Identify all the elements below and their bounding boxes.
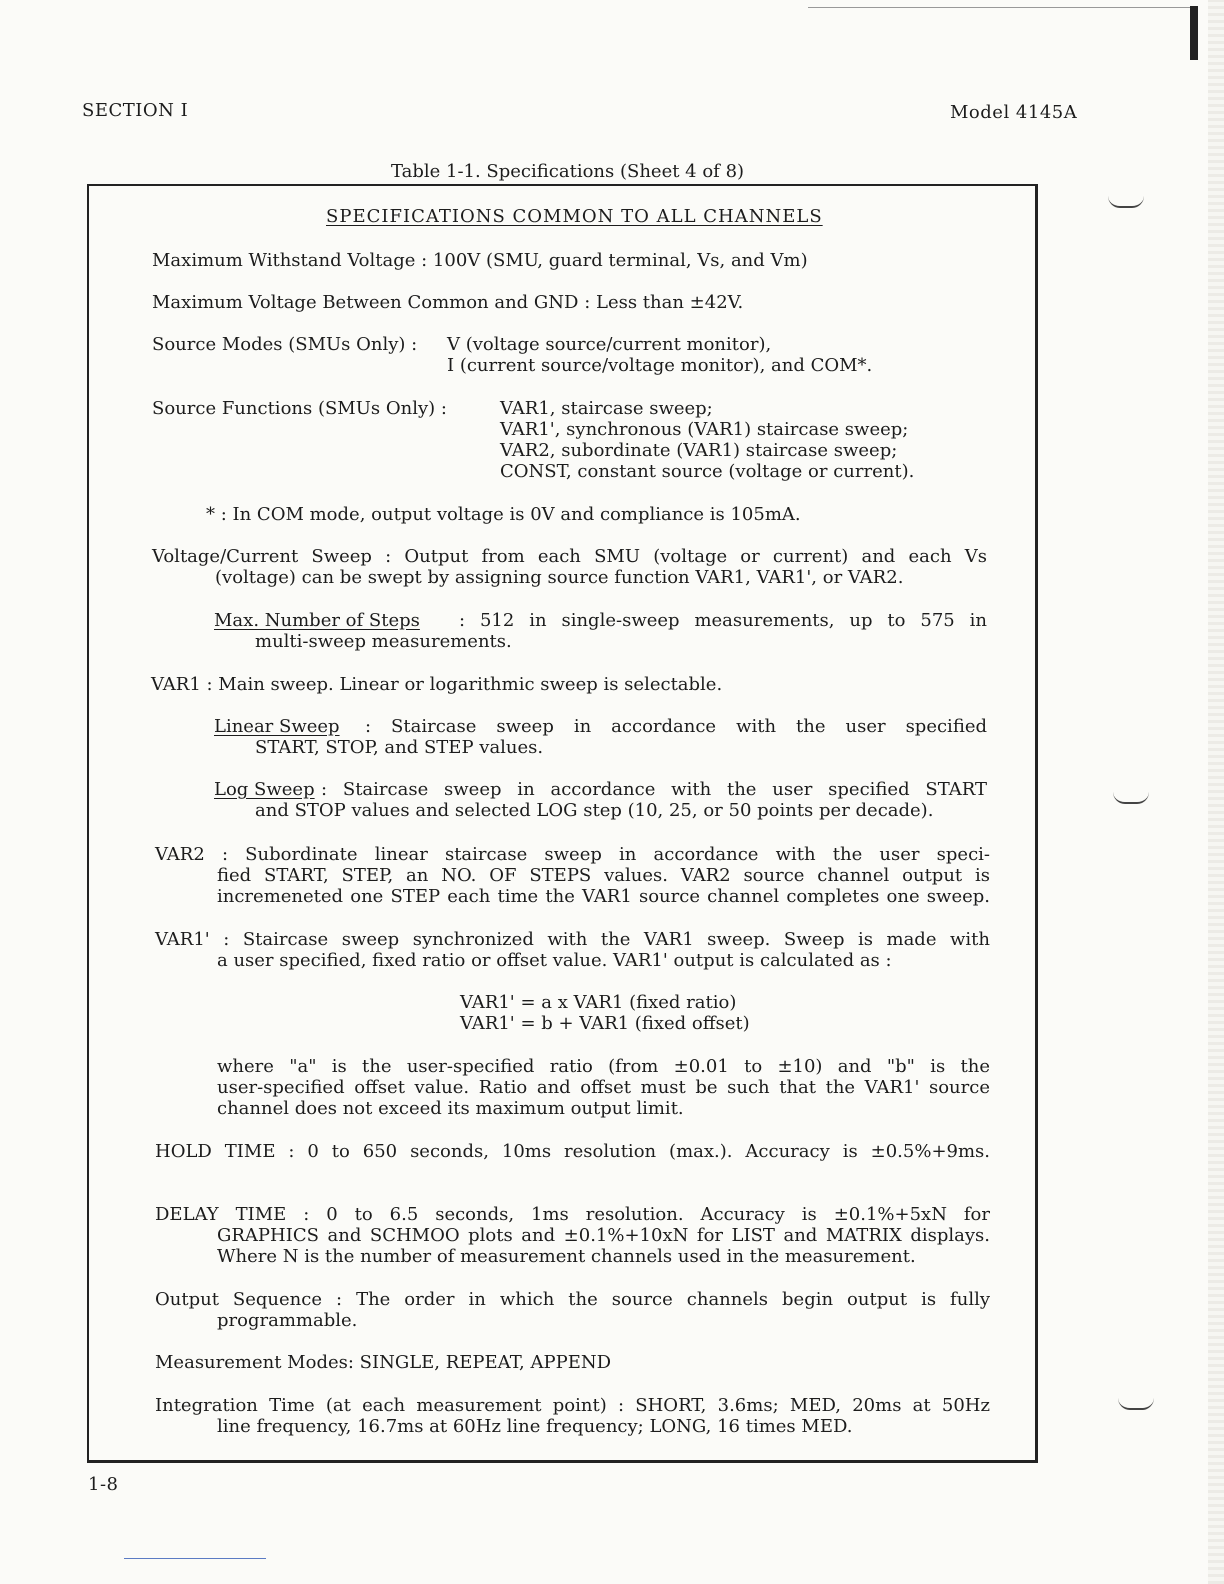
spec-linear-label: Linear Sweep (214, 716, 340, 737)
box-title: SPECIFICATIONS COMMON TO ALL CHANNELS (326, 206, 823, 227)
spec-source-functions-line: VAR1, staircase sweep; (500, 398, 713, 419)
spec-linear-line: START, STOP, and STEP values. (255, 737, 544, 758)
spec-output-seq-line: Output Sequence : The order in which the source channels begin output is fully (155, 1289, 990, 1310)
spec-source-modes-line: I (current source/voltage monitor), and COM*. (447, 355, 873, 376)
spec-delay-line: Where N is the number of measurement channels used in the measurement. (217, 1246, 916, 1267)
spec-delay-line: GRAPHICS and SCHMOO plots and ±0.1%+10xN for LIST and MATRIX displays. (217, 1225, 990, 1246)
spec-max-steps-line: : 512 in single-sweep measurements, up to 575 in (459, 610, 987, 631)
bottom-rule (124, 1558, 266, 1559)
spec-max-withstand: Maximum Withstand Voltage : 100V (SMU, guard terminal, Vs, and Vm) (152, 250, 808, 271)
spec-source-functions-label: Source Functions (SMUs Only) : (152, 398, 447, 419)
spec-where-line: where "a" is the user-specified ratio (from ±0.01 to ±10) and "b" is the (217, 1056, 990, 1077)
spec-max-voltage-common: Maximum Voltage Between Common and GND : Less than ±42V. (152, 292, 744, 313)
binding-mark (1190, 6, 1198, 60)
spec-where-line: user-specified offset value. Ratio and offset must be such that the VAR1' source (217, 1077, 990, 1098)
spec-var2-line: VAR2 : Subordinate linear staircase sweep in accordance with the user speci- (155, 844, 990, 865)
spec-com-note: * : In COM mode, output voltage is 0V and compliance is 105mA. (206, 504, 801, 525)
spec-linear-line: : Staircase sweep in accordance with the user specified (365, 716, 987, 737)
spec-log-line: and STOP values and selected LOG step (10, 25, or 50 points per decade). (255, 800, 934, 821)
spec-log-line: : Staircase sweep in accordance with the user specified START (321, 779, 987, 800)
edge-curve-mark (1113, 792, 1149, 804)
spec-source-modes-line: V (voltage source/current monitor), (447, 334, 772, 355)
spec-var1p-line: VAR1' : Staircase sweep synchronized with the VAR1 sweep. Sweep is made with (155, 929, 990, 950)
spec-source-modes-label: Source Modes (SMUs Only) : (152, 334, 418, 355)
spec-vc-sweep-line: Voltage/Current Sweep : Output from each SMU (voltage or current) and each Vs (152, 546, 987, 567)
spec-integ-line: line frequency, 16.7ms at 60Hz line frequency; LONG, 16 times MED. (217, 1416, 853, 1437)
edge-curve-mark (1118, 1398, 1154, 1410)
section-label: SECTION I (82, 100, 189, 121)
page-spine-texture (1208, 0, 1224, 1584)
spec-var1: VAR1 : Main sweep. Linear or logarithmic sweep is selectable. (151, 674, 723, 695)
spec-output-seq-line: programmable. (217, 1310, 358, 1331)
edge-curve-mark (1108, 196, 1144, 208)
model-label: Model 4145A (950, 102, 1078, 123)
spec-source-functions-line: VAR2, subordinate (VAR1) staircase sweep; (500, 440, 898, 461)
specifications-table (87, 184, 1038, 1463)
page-number: 1-8 (88, 1474, 119, 1495)
spec-source-functions-line: CONST, constant source (voltage or current). (500, 461, 915, 482)
table-caption: Table 1-1. Specifications (Sheet 4 of 8) (391, 161, 745, 182)
spec-var2-line: incremeneted one STEP each time the VAR1 source channel completes one sweep. (217, 886, 990, 907)
spec-integ-line: Integration Time (at each measurement point) : SHORT, 3.6ms; MED, 20ms at 50Hz (155, 1395, 990, 1416)
spec-formula: VAR1' = b + VAR1 (fixed offset) (460, 1013, 750, 1034)
spec-formula: VAR1' = a x VAR1 (fixed ratio) (460, 992, 737, 1013)
spec-max-steps-line: multi-sweep measurements. (255, 631, 512, 652)
spec-source-functions-line: VAR1', synchronous (VAR1) staircase sweep; (500, 419, 909, 440)
spec-max-steps-label: Max. Number of Steps (214, 610, 420, 631)
spec-var1p-line: a user specified, fixed ratio or offset value. VAR1' output is calculated as : (217, 950, 892, 971)
spec-vc-sweep-line: (voltage) can be swept by assigning source function VAR1, VAR1', or VAR2. (215, 567, 904, 588)
spec-log-label: Log Sweep (214, 779, 315, 800)
spec-hold-time: HOLD TIME : 0 to 650 seconds, 10ms resolution (max.). Accuracy is ±0.5%+9ms. (155, 1141, 990, 1162)
spec-delay-line: DELAY TIME : 0 to 6.5 seconds, 1ms resolution. Accuracy is ±0.1%+5xN for (155, 1204, 990, 1225)
spec-meas-modes: Measurement Modes: SINGLE, REPEAT, APPEND (155, 1352, 612, 1373)
top-rule (808, 7, 1192, 8)
spec-var2-line: fied START, STEP, an NO. OF STEPS values. VAR2 source channel output is (217, 865, 990, 886)
spec-where-line: channel does not exceed its maximum output limit. (217, 1098, 684, 1119)
